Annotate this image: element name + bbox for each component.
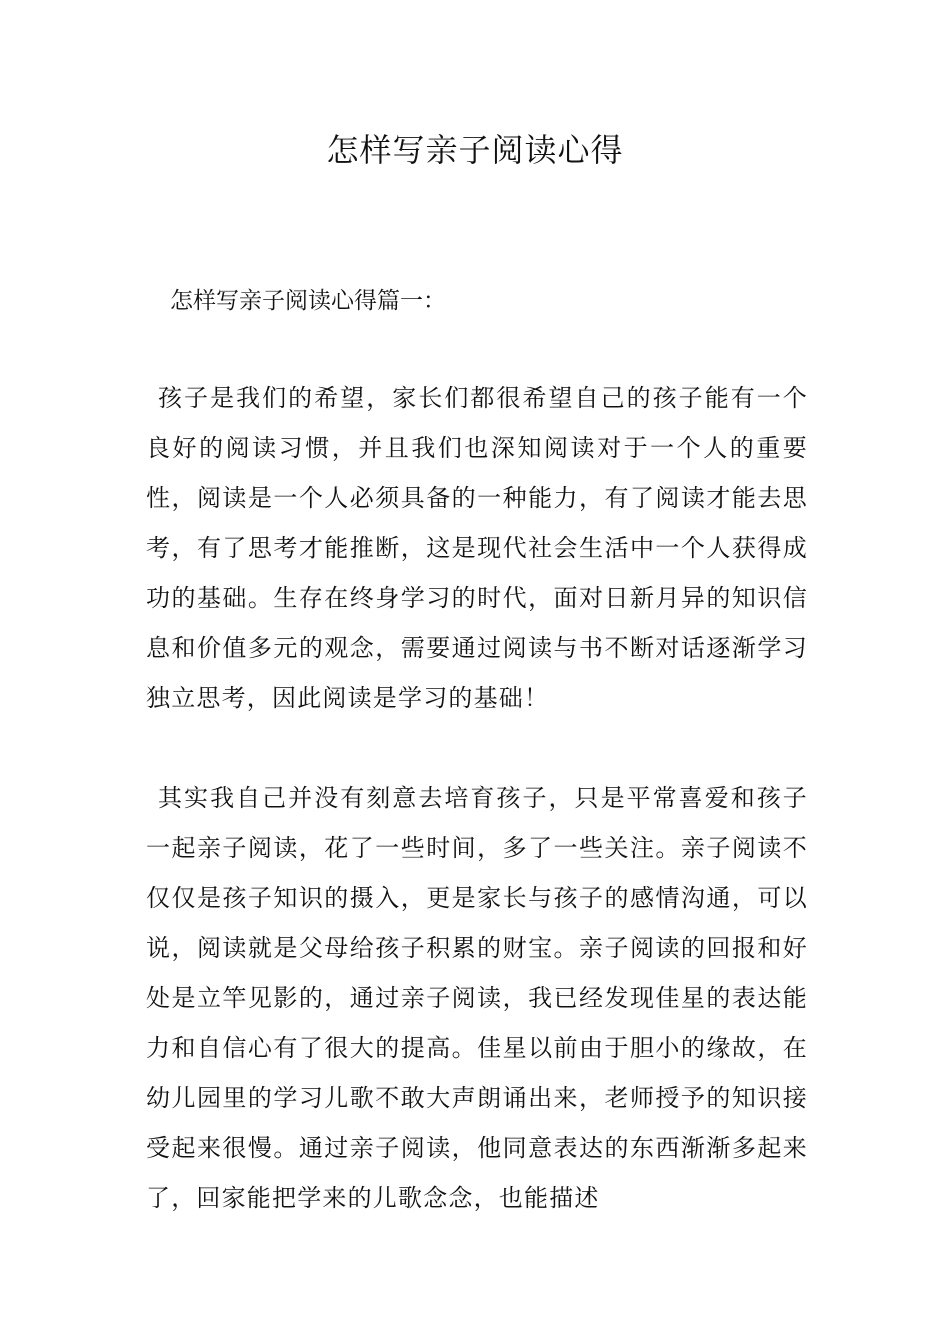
paragraph-1: 孩子是我们的希望，家长们都很希望自己的孩子能有一个良好的阅读习惯，并且我们也深知阅读对于一个人的重要性，阅读是一个人必须具备的一种能力，有了阅读才能去思考，有了思考才能推断，这是现代社会生活中一个人获得成功的基础。生存在终身学习的时代，面对日新月异的知识信息和价值多元的观念，需要通过阅读与书不断对话逐渐学习独立思考，因此阅读是学习的基础！ xyxy=(146,384,808,712)
section-heading: 怎样写亲子阅读心得篇一： xyxy=(170,288,446,314)
document-title: 怎样写亲子阅读心得 xyxy=(326,131,624,169)
paragraph-2: 其实我自己并没有刻意去培育孩子，只是平常喜爱和孩子一起亲子阅读，花了一些时间，多了一些关注。亲子阅读不仅仅是孩子知识的摄入，更是家长与孩子的感情沟通，可以说，阅读就是父母给孩子积累的财宝。亲子阅读的回报和好处是立竿见影的，通过亲子阅读，我已经发现佳星的表达能力和自信心有了很大的提高。佳星以前由于胆小的缘故，在幼儿园里的学习儿歌不敢大声朗诵出来，老师授予的知识接受起来很慢。通过亲子阅读，他同意表达的东西渐渐多起来了，回家能把学来的儿歌念念，也能描述 xyxy=(146,784,808,1212)
